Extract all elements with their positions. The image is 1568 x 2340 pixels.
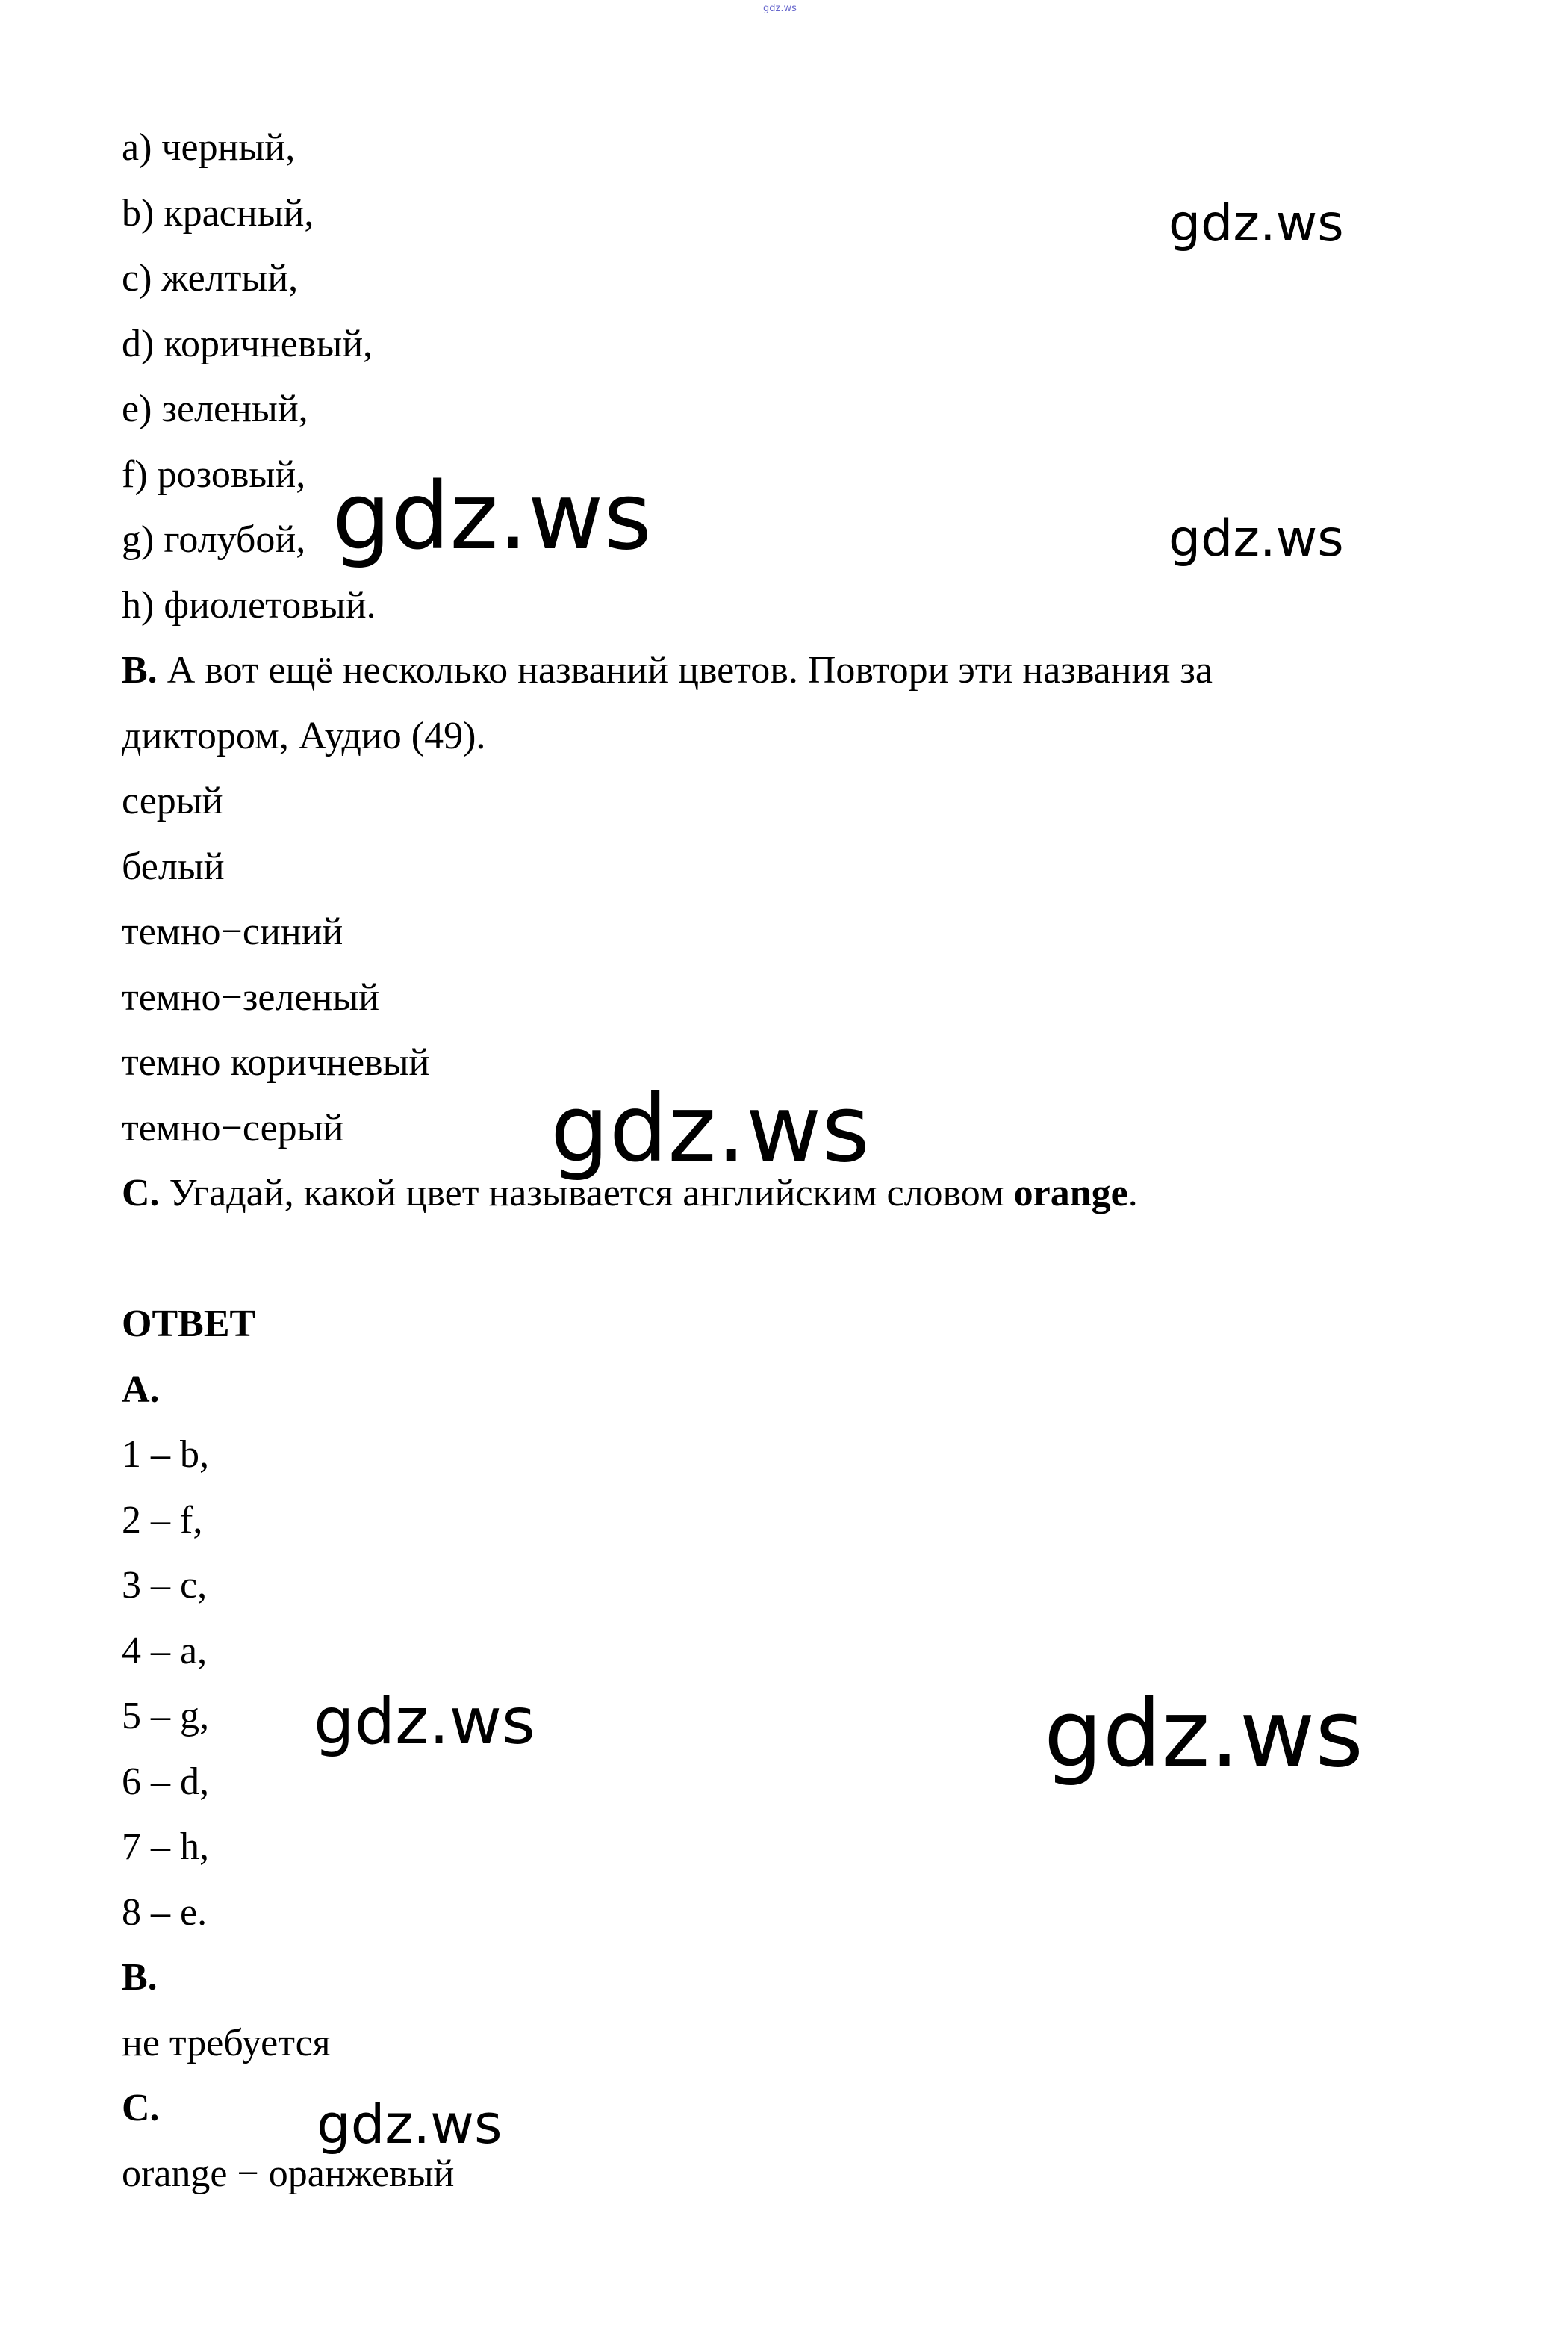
task-b-text: А вот ещё несколько названий цветов. Повтори эти названия за <box>157 649 1213 692</box>
answer-b-text: не требуется <box>122 2022 331 2064</box>
watermark: gdz.ws <box>550 1076 870 1183</box>
answer-c-text: orange − оранжевый <box>122 2153 455 2195</box>
watermark: gdz.ws <box>332 463 652 571</box>
answer-item: 2 – f, <box>122 1499 203 1542</box>
answer-item: 3 – c, <box>122 1564 208 1607</box>
answer-item: 7 – h, <box>122 1825 209 1868</box>
watermark: gdz.ws <box>314 1684 535 1759</box>
answer-item: 5 – g, <box>122 1695 209 1737</box>
answer-a-label: A. <box>122 1368 160 1411</box>
answer-heading: ОТВЕТ <box>122 1303 256 1345</box>
task-c-end: . <box>1127 1172 1138 1214</box>
answer-b-label: B. <box>122 1956 158 1999</box>
list-item: f) розовый, <box>122 453 306 496</box>
task-c-text: Угадай, какой цвет называется английским словом <box>159 1172 1014 1214</box>
list-item: b) красный, <box>122 192 314 235</box>
watermark: gdz.ws <box>317 2093 503 2156</box>
watermark: gdz.ws <box>1169 509 1344 568</box>
answer-item: 8 – e. <box>122 1891 208 1934</box>
task-b-letter: B. <box>122 649 158 692</box>
list-item: темно−зеленый <box>122 976 380 1019</box>
task-b-line1 <box>122 648 1213 693</box>
answer-item: 1 – b, <box>122 1433 209 1476</box>
task-c-letter: C. <box>122 1172 160 1214</box>
answer-item: 4 – a, <box>122 1630 208 1672</box>
list-item: a) черный, <box>122 126 296 169</box>
header-watermark: gdz.ws <box>763 3 797 14</box>
answer-c-label: C. <box>122 2087 160 2129</box>
answer-item: 6 – d, <box>122 1760 209 1803</box>
list-item: e) зеленый, <box>122 388 308 430</box>
task-c-word: orange <box>1013 1172 1128 1214</box>
list-item: g) голубой, <box>122 518 306 561</box>
list-item: d) коричневый, <box>122 323 373 365</box>
list-item: c) желтый, <box>122 257 299 300</box>
list-item: темно−синий <box>122 910 343 953</box>
list-item: белый <box>122 845 225 888</box>
list-item: темно−серый <box>122 1107 344 1149</box>
watermark: gdz.ws <box>1044 1680 1363 1788</box>
list-item: h) фиолетовый. <box>122 584 376 627</box>
watermark: gdz.ws <box>1169 194 1344 253</box>
list-item: серый <box>122 780 223 822</box>
task-b-line2: диктором, Аудио (49). <box>122 715 486 757</box>
list-item: темно коричневый <box>122 1041 430 1084</box>
